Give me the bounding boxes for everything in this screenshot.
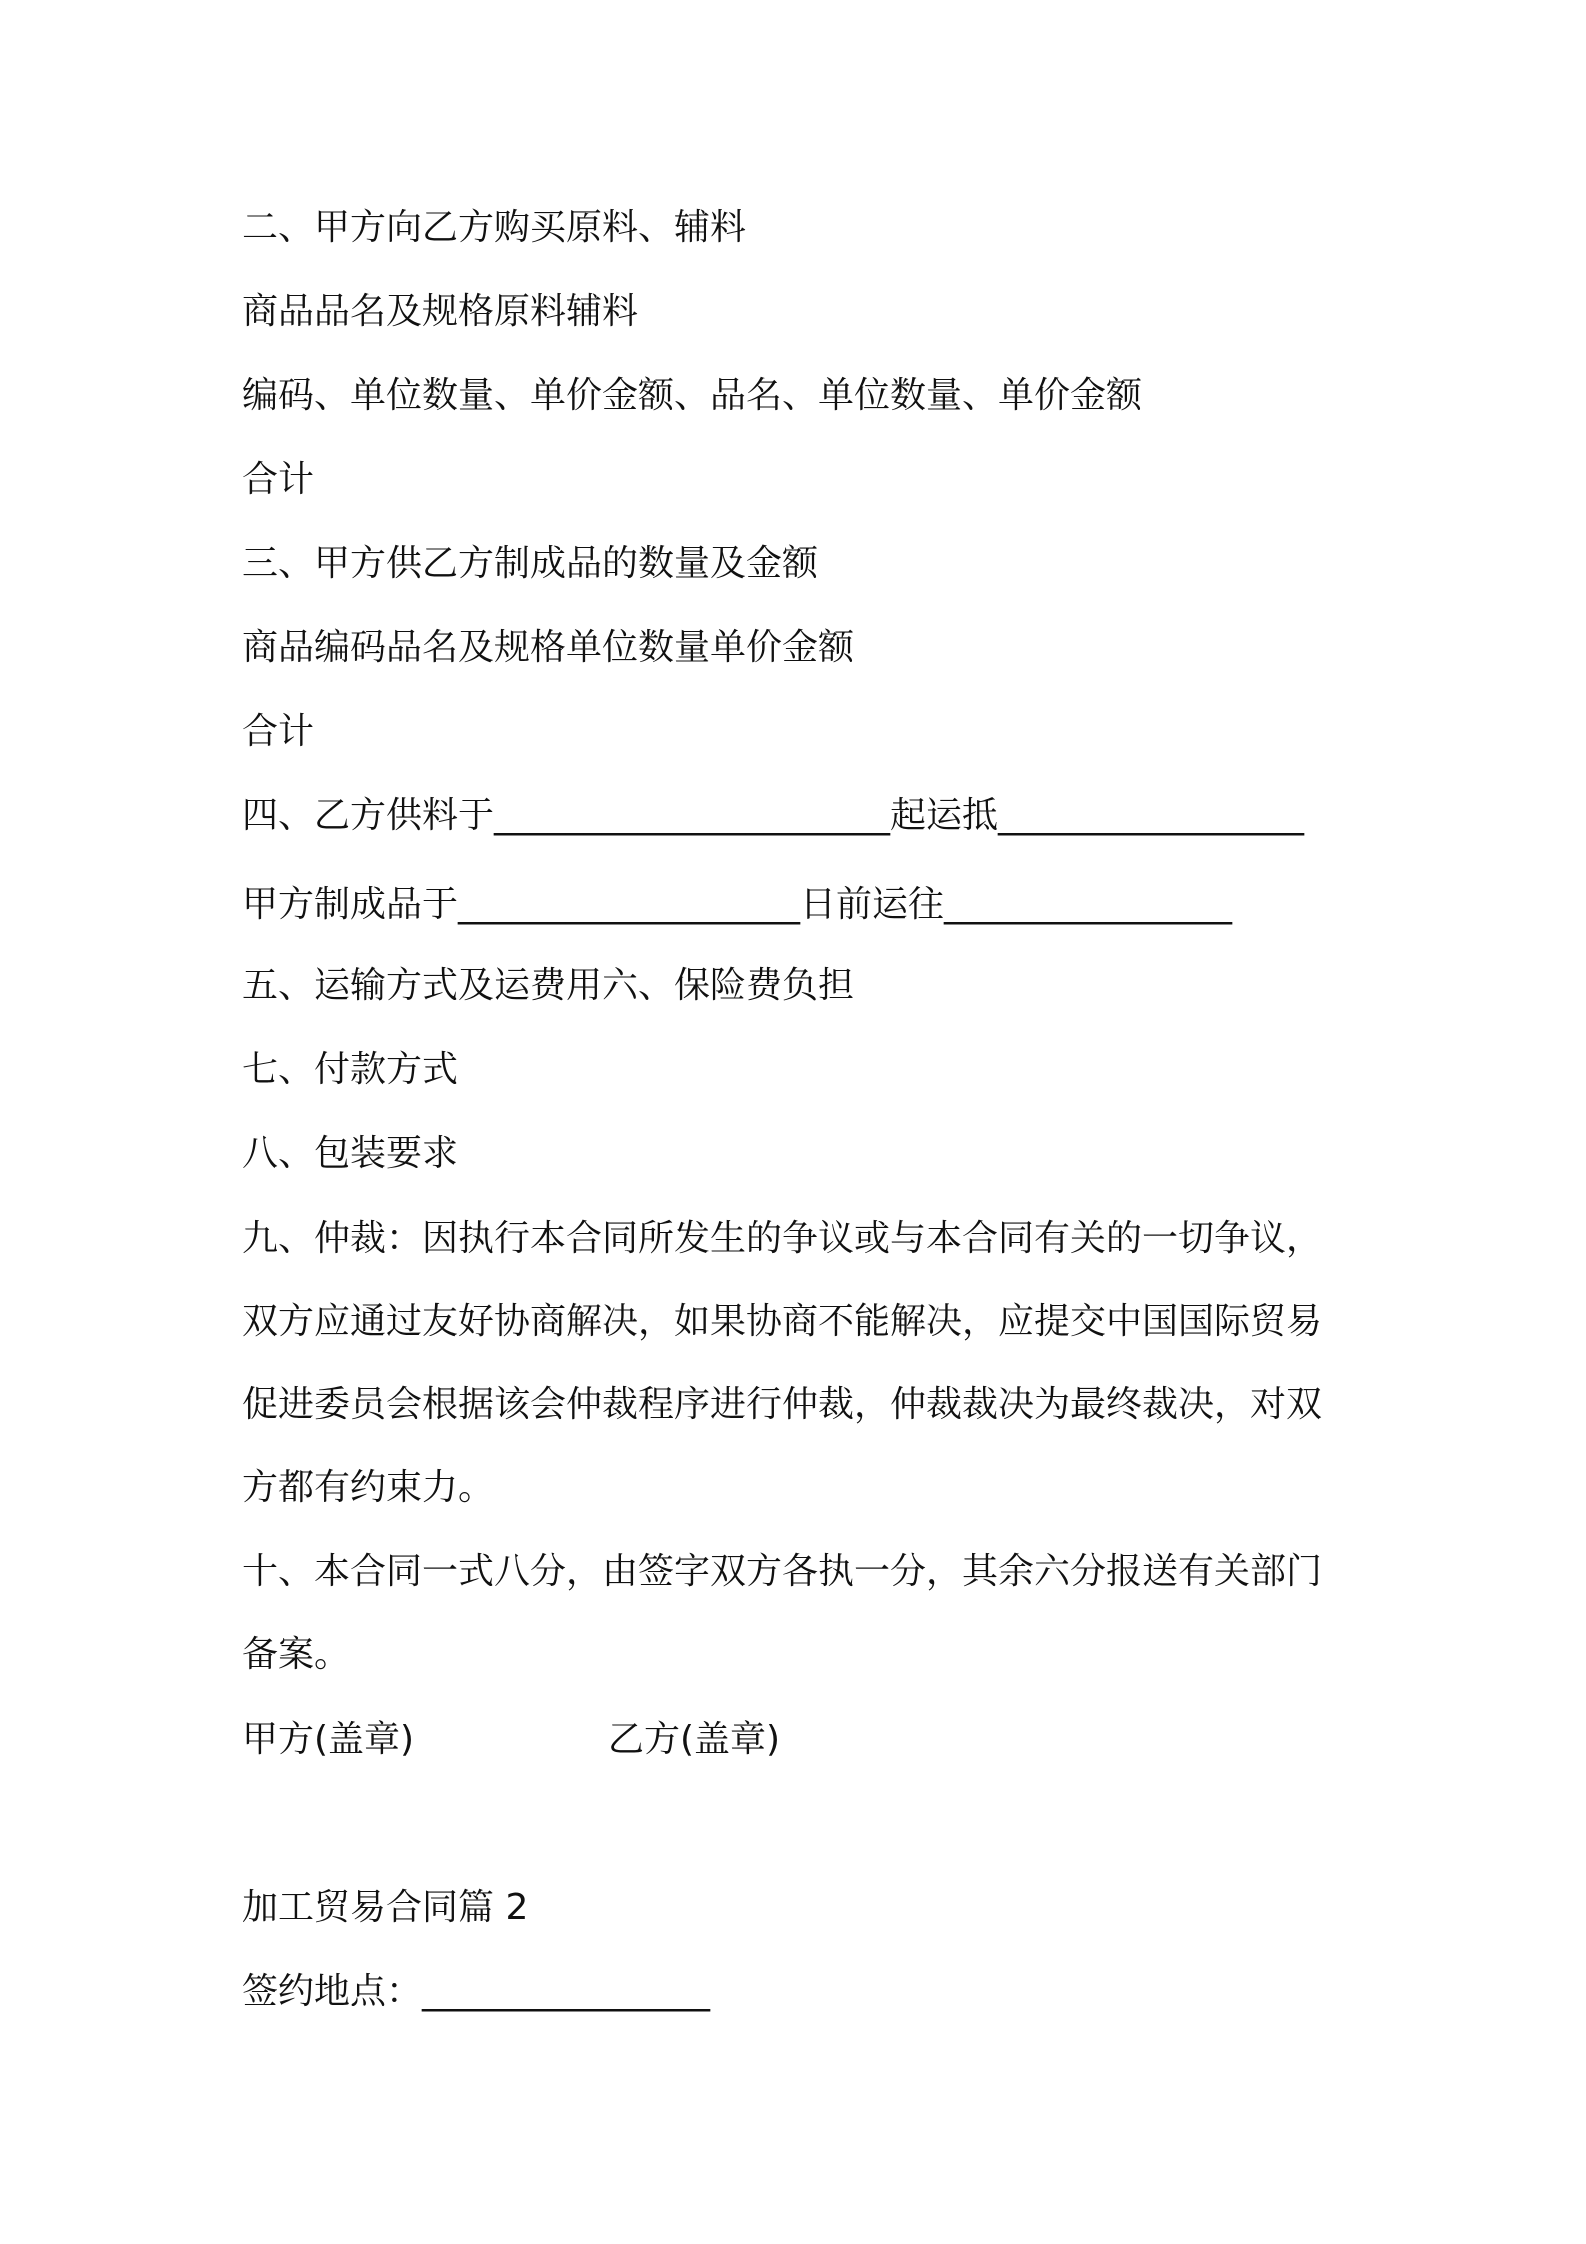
section-2-heading: 二、甲方向乙方购买原料、辅料 xyxy=(242,207,747,248)
section-5-6: 五、运输方式及运费用六、保险费负担 xyxy=(242,965,855,1006)
section-4-supply: 四、乙方供料于______________________起运抵_________________ xyxy=(242,795,1305,836)
materials-total: 合计 xyxy=(242,459,315,500)
materials-columns: 编码、单位数量、单价金额、品名、单位数量、单价金额 xyxy=(242,375,1143,416)
products-columns: 商品编码品名及规格单位数量单价金额 xyxy=(242,627,855,668)
signing-place: 签约地点：________________ xyxy=(242,1971,711,2012)
section-8: 八、包装要求 xyxy=(242,1133,459,1174)
materials-header: 商品品名及规格原料辅料 xyxy=(242,291,639,332)
section-10-copies: 十、本合同一式八分，由签字双方各执一分，其余六分报送有关部门备案。 xyxy=(242,1551,1323,1675)
party-b-seal: 乙方(盖章) xyxy=(608,1719,781,1760)
section-7: 七、付款方式 xyxy=(242,1049,459,1090)
section-4-delivery: 甲方制成品于___________________日前运往________________ xyxy=(242,884,1233,925)
party-a-seal: 甲方(盖章) xyxy=(242,1719,415,1760)
products-total: 合计 xyxy=(242,711,315,752)
contract-2-title: 加工贸易合同篇 2 xyxy=(242,1887,529,1928)
section-3-heading: 三、甲方供乙方制成品的数量及金额 xyxy=(242,543,819,584)
section-9-arbitration: 九、仲裁：因执行本合同所发生的争议或与本合同有关的一切争议，双方应通过友好协商解决，如果协商不能解决，应提交中国国际贸易促进委员会根据该会仲裁程序进行仲裁，仲裁裁决为最终裁决，对双方都有约束力。 xyxy=(242,1218,1323,1508)
